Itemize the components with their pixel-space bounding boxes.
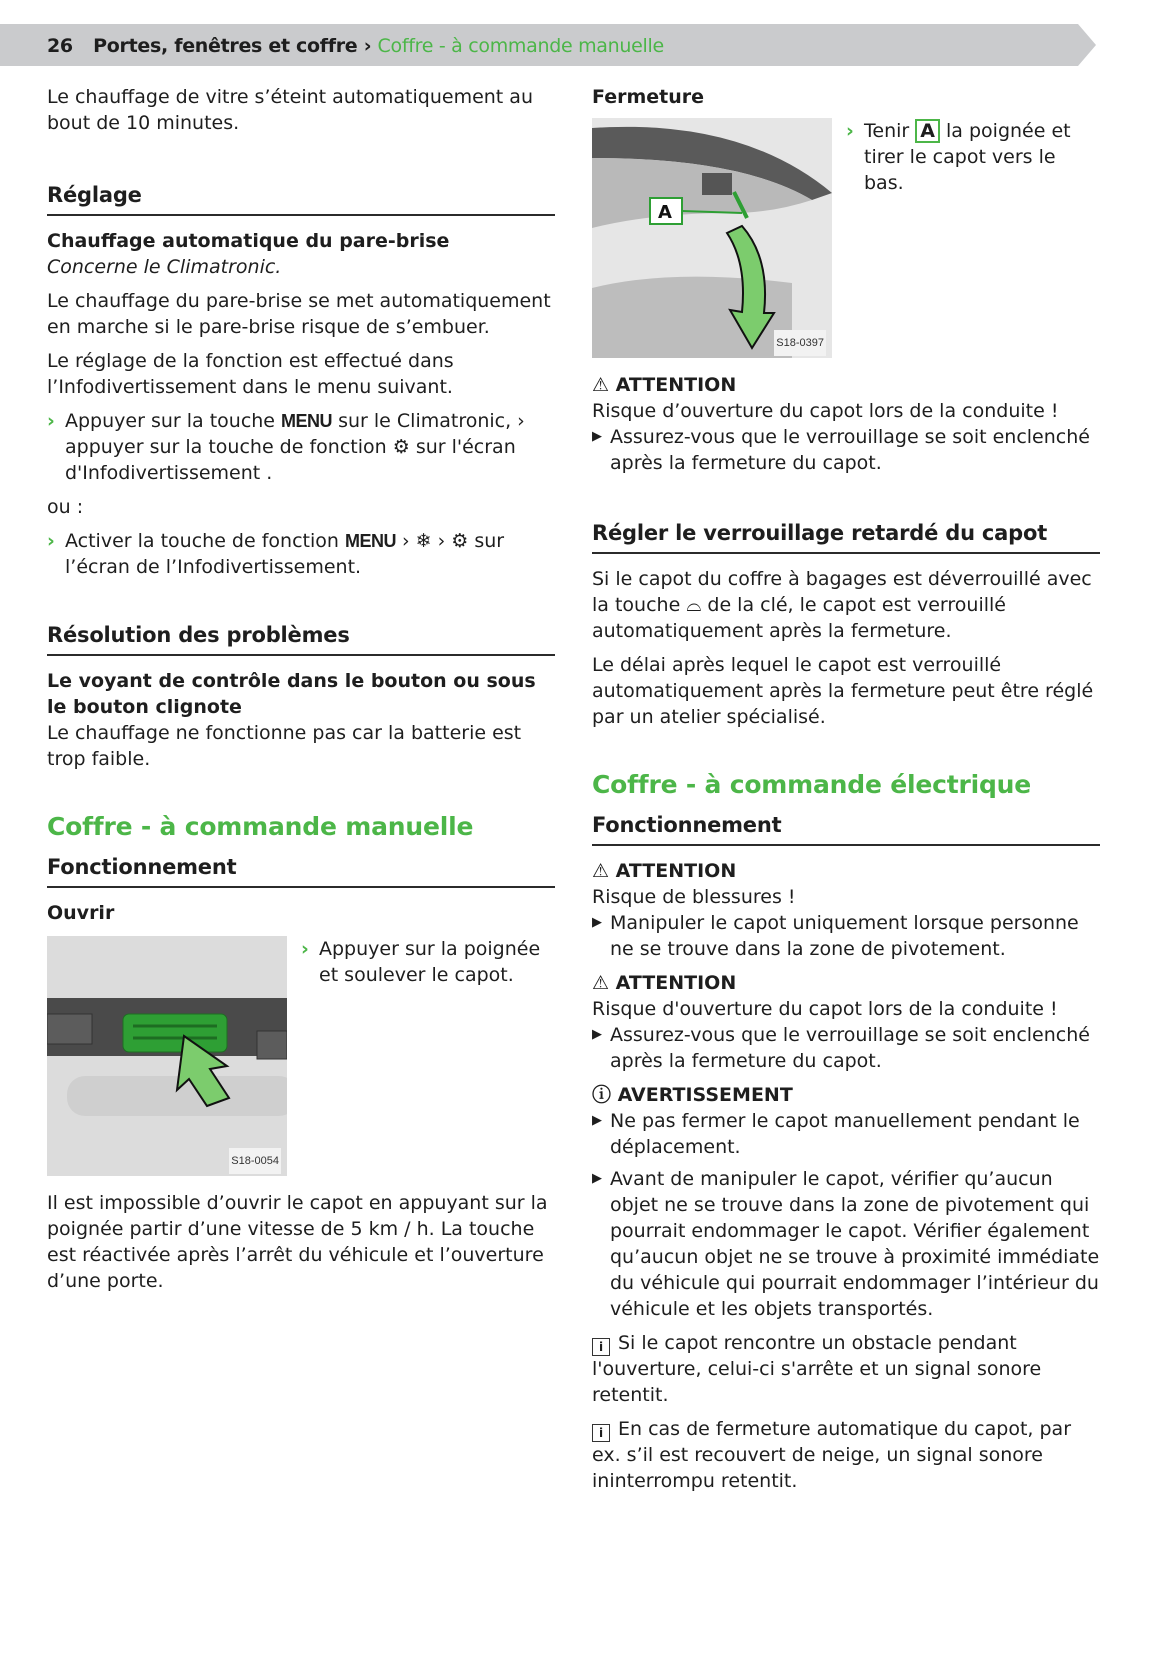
breadcrumb bbox=[47, 33, 664, 59]
manual-note: Il est impossible d’ouvrir le capot en appuyant sur la poignée partir d’une vitesse de 5 km / h. La touche est réactivée après l’arrêt du véhicule et l’ouverture d’une porte. bbox=[47, 1192, 548, 1292]
step-open: › Appuyer sur la poignée et soulever le capot. bbox=[301, 938, 541, 986]
close-figure-row bbox=[592, 118, 1100, 358]
settings-gear-icon: ⚙ bbox=[392, 436, 410, 458]
warning-block-2: ⚠ ATTENTION Risque de blessures ! ▶ Manipuler le capot uniquement lorsque personne ne se trouve dans la zone de pivotement. bbox=[592, 860, 1079, 960]
step-menu-climatronic: › Appuyer sur la touche MENU sur le Climatronic, › appuyer sur la touche de fonction ⚙ sur l'écran d'Infodivertissement . bbox=[47, 410, 525, 484]
chevron-right-icon: › bbox=[47, 530, 55, 552]
section-title-reglage: Réglage bbox=[47, 182, 555, 216]
delay-p2: Le délai après lequel le capot est verrouillé automatiquement après la fermeture peut être réglé par un atelier spécialisé. bbox=[592, 654, 1094, 728]
svg-text:A: A bbox=[658, 202, 672, 223]
tailgate-close-illustration bbox=[592, 118, 832, 358]
warning-triangle-icon: ⚠ bbox=[592, 972, 610, 994]
notice-block: ⓘ AVERTISSEMENT ▶ Ne pas fermer le capot manuellement pendant le déplacement. ▶ Avant de manipuler le capot, vérifier qu’aucun objet ne se trouve dans la zone de pivotement qui pourrait endommager le capot. Vérifier également qu’aucun objet ne se trouve à proximité immédiate du véhicule qui pourrait endommager l’intérieur du véhicule et les objets transportés. bbox=[592, 1084, 1100, 1320]
bullet-triangle-icon: ▶ bbox=[592, 429, 602, 444]
reglage-p1: Le chauffage du pare-brise se met automatiquement en marche si le pare-brise risque de s’embuer. bbox=[47, 290, 551, 338]
subtitle-open: Ouvrir bbox=[47, 902, 115, 924]
breadcrumb-current: Coffre - à commande manuelle bbox=[377, 35, 664, 57]
warning-triangle-icon: ⚠ bbox=[592, 860, 610, 882]
chevron-right-icon: › bbox=[47, 410, 55, 432]
chevron-right-icon: › bbox=[846, 120, 854, 142]
figure-code: S18-0397 bbox=[774, 330, 826, 356]
bullet-triangle-icon: ▶ bbox=[592, 1027, 602, 1042]
subtitle-indicator: Le voyant de contrôle dans le bouton ou sous le bouton clignote bbox=[47, 670, 536, 718]
section-title-delay: Régler le verrouillage retardé du capot bbox=[592, 520, 1100, 554]
step-menu-infotainment: › Activer la touche de fonction MENU › ❄ › ⚙ sur l’écran de l’Infodivertissement. bbox=[47, 530, 505, 578]
or-text: ou : bbox=[47, 496, 84, 518]
reglage-p2: Le réglage de la fonction est effectué dans l’Infodivertissement dans le menu suivant. bbox=[47, 350, 454, 398]
figure-code: S18-0054 bbox=[229, 1148, 281, 1174]
left-column bbox=[47, 84, 555, 1302]
notice-circle-icon: ⓘ bbox=[592, 1084, 612, 1106]
subtitle-close: Fermeture bbox=[592, 86, 705, 108]
info-icon: i bbox=[592, 1338, 610, 1356]
resolution-text: Le chauffage ne fonctionne pas car la batterie est trop faible. bbox=[47, 722, 522, 770]
info-icon: i bbox=[592, 1424, 610, 1442]
chapter-title-electric: Coffre - à commande électrique bbox=[592, 770, 1032, 799]
chapter-title-manual: Coffre - à commande manuelle bbox=[47, 812, 474, 841]
menu-key-icon: MENU bbox=[344, 531, 396, 551]
section-title-fonctionnement: Fonctionnement bbox=[47, 854, 555, 888]
bullet-triangle-icon: ▶ bbox=[592, 915, 602, 930]
warning-triangle-icon: ⚠ bbox=[592, 374, 610, 396]
section-title-resolution: Résolution des problèmes bbox=[47, 622, 555, 656]
label-a-marker: A bbox=[915, 119, 940, 143]
page-number: 26 bbox=[47, 35, 73, 57]
bullet-triangle-icon: ▶ bbox=[592, 1113, 602, 1128]
tailgate-handle-illustration bbox=[47, 936, 287, 1176]
settings-gear-icon: ⚙ bbox=[451, 530, 469, 552]
car-key-icon: ⌓ bbox=[686, 594, 702, 616]
info-note-2: i En cas de fermeture automatique du capot, par ex. s’il est recouvert de neige, un signal sonore ininterrompu retentit. bbox=[592, 1418, 1072, 1492]
warning-block-3: ⚠ ATTENTION Risque d'ouverture du capot lors de la conduite ! ▶ Assurez-vous que le verrouillage se soit enclenché après la fermeture du capot. bbox=[592, 972, 1090, 1072]
intro-text: Le chauffage de vitre s’éteint automatiquement au bout de 10 minutes. bbox=[47, 86, 533, 134]
chevron-right-icon: › bbox=[301, 938, 309, 960]
figure-tailgate-close bbox=[592, 118, 832, 358]
snowflake-icon: › ❄ › bbox=[402, 530, 446, 552]
delay-p1: Si le capot du coffre à bagages est déverrouillé avec la touche ⌓ de la clé, le capot est verrouillé automatiquement après la fermeture. bbox=[592, 568, 1092, 642]
climatronic-note: Concerne le Climatronic. bbox=[47, 256, 282, 278]
menu-key-icon: MENU bbox=[281, 411, 333, 431]
right-column bbox=[592, 84, 1100, 1502]
open-figure-row bbox=[47, 936, 555, 1176]
figure-tailgate-handle bbox=[47, 936, 287, 1176]
info-note-1: i Si le capot rencontre un obstacle pendant l'ouverture, celui-ci s'arrête et un signal sonore retentit. bbox=[592, 1332, 1042, 1406]
breadcrumb-separator: › bbox=[363, 35, 372, 57]
warning-block-1: ⚠ ATTENTION Risque d’ouverture du capot lors de la conduite ! ▶ Assurez-vous que le verrouillage se soit enclenché après la fermeture du capot. bbox=[592, 374, 1090, 474]
subtitle-windshield: Chauffage automatique du pare-brise bbox=[47, 230, 450, 252]
step-close: › Tenir A la poignée et tirer le capot vers le bas. bbox=[846, 120, 1071, 194]
bullet-triangle-icon: ▶ bbox=[592, 1171, 602, 1186]
section-title-fonctionnement-electric: Fonctionnement bbox=[592, 812, 1100, 846]
breadcrumb-section[interactable]: Portes, fenêtres et coffre bbox=[93, 35, 358, 57]
